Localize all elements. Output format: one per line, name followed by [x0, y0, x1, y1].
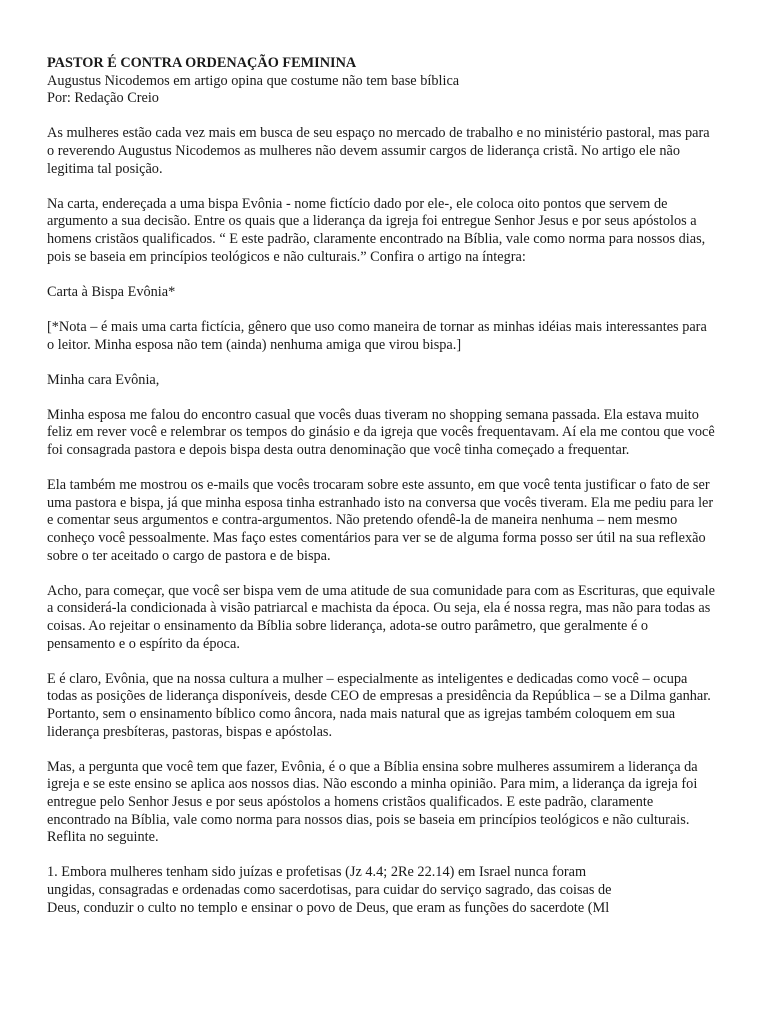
letter-heading: Carta à Bispa Evônia*: [47, 283, 176, 300]
paragraph-letter-summary: Na carta, endereçada a uma bispa Evônia - nome fictício dado por ele-, ele coloca oito pontos que servem de argumento a sua decisão. Entre os quais que a liderança da igreja foi entregue Senhor Jesus e por seus apóstolos a homens cristãos qualificados. “ E este padrão, claramente encontrado na Bíblia, vale como norma para nossos dias, pois se baseia em princípios teológicos e não culturais.” Confira o artigo na íntegra:: [47, 195, 706, 265]
paragraph-culture: E é claro, Evônia, que na nossa cultura a mulher – especialmente as inteligentes e dedicadas como você – ocupa todas as posições de liderança disponíveis, desde CEO de empresas a presidência da República – se a Dilma ganhar. Portanto, sem o ensinamento bíblico como âncora, nada mais natural que as igrejas também coloquem em sua liderança presbíteras, pastoras, bispas e apóstolas.: [47, 670, 711, 740]
author-note: [*Nota – é mais uma carta fictícia, gênero que uso como maneira de tornar as minhas idéias mais interessantes para o leitor. Minha esposa não tem (ainda) nenhuma amiga que virou bispa.]: [47, 318, 707, 353]
paragraph-point-one: [47, 864, 717, 917]
article-header: [47, 55, 717, 108]
paragraph-encounter: Minha esposa me falou do encontro casual que vocês duas tiveram no shopping semana passada. Ela estava muito feliz em rever você e relembrar os tempos do ginásio e da igreja que vocês frequentavam. Aí ela me contou que você foi consagrada pastora e depois bispa desta outra denominação que você tinha começado a frequentar.: [47, 406, 715, 459]
paragraph-emails: Ela também me mostrou os e-mails que vocês trocaram sobre este assunto, em que você tenta justificar o fato de ser uma pastora e bispa, já que minha esposa tinha estranhado isto na conversa que vocês tiveram. Ela me pediu para ler e comentar seus argumentos e contra-argumentos. Não pretendo ofendê-la de maneira nenhuma – nem mesmo conheço você pessoalmente. Mas faço estes comentários para ver se de alguma forma posso ser útil na sua reflexão sobre o ter aceitado o cargo de pastora e de bispa.: [47, 477, 714, 564]
point-one-line: 1. Embora mulheres tenham sido juízas e profetisas (Jz 4.4; 2Re 22.14) em Israel nunca foram: [47, 864, 587, 881]
paragraph-question: Mas, a pergunta que você tem que fazer, Evônia, é o que a Bíblia ensina sobre mulheres assumirem a liderança da igreja e se este ensino se aplica aos nossos dias. Não escondo a minha opinião. Para mim, a liderança da igreja foi entregue pelo Senhor Jesus e por seus apóstolos a homens cristãos qualificados. E este padrão, claramente encontrado na Bíblia, vale como norma para nossos dias, pois se baseia em princípios teológicos e não culturais. Reflita no seguinte.: [47, 758, 698, 846]
paragraph-scripture-attitude: Acho, para começar, que você ser bispa vem de uma atitude de sua comunidade para com as Escrituras, que equivale a considerá-la condicionada à visão patriarcal e machista da época. Ou seja, ela é nossa regra, mas não para todas as coisas. Ao rejeitar o ensinamento da Bíblia sobre liderança, adota-se outro parâmetro, que geralmente é o pensamento e o espírito da época.: [47, 582, 715, 652]
point-one-line: Deus, conduzir o culto no templo e ensinar o povo de Deus, que eram as funções do sacerdote (Ml: [47, 899, 610, 916]
letter-salutation: Minha cara Evônia,: [47, 371, 160, 388]
article-byline: Por: Redação Creio: [47, 90, 159, 107]
document-page: [47, 55, 717, 917]
paragraph-intro: As mulheres estão cada vez mais em busca de seu espaço no mercado de trabalho e no ministério pastoral, mas para o reverendo Augustus Nicodemos as mulheres não devem assumir cargos de liderança cristã. No artigo ele não legitima tal posição.: [47, 125, 710, 177]
article-subtitle: Augustus Nicodemos em artigo opina que costume não tem base bíblica: [47, 72, 460, 89]
point-one-line: ungidas, consagradas e ordenadas como sacerdotisas, para cuidar do serviço sagrado, das coisas de: [47, 881, 612, 898]
article-title: PASTOR É CONTRA ORDENAÇÃO FEMININA: [47, 55, 357, 71]
